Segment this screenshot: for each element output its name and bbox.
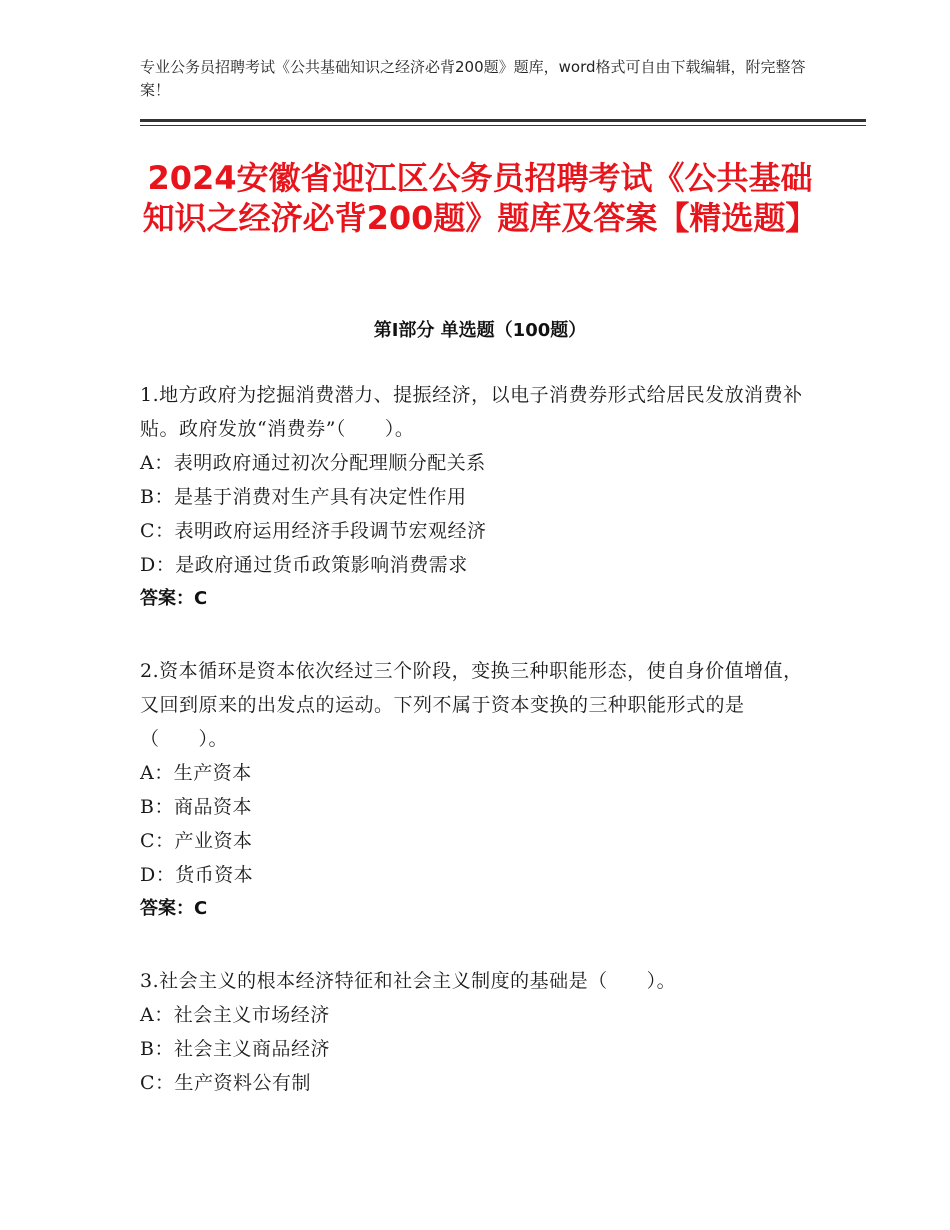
option-b: B：是基于消费对生产具有决定性作用 xyxy=(140,486,467,508)
option-c: C：生产资料公有制 xyxy=(140,1072,312,1094)
option-a: A：生产资本 xyxy=(140,762,252,784)
question-stem: 3.社会主义的根本经济特征和社会主义制度的基础是（ ）。 xyxy=(140,970,677,992)
option-d: D：是政府通过货币政策影响消费需求 xyxy=(140,554,468,576)
question-3 xyxy=(140,964,820,1100)
question-stem: 2.资本循环是资本依次经过三个阶段，变换三种职能形态，使自身价值增值，又回到原来的出发点的运动。下列不属于资本变换的三种职能形式的是（ ）。 xyxy=(140,660,803,750)
question-stem: 1.地方政府为挖掘消费潜力、提振经济，以电子消费券形式给居民发放消费补贴。政府发放“消费券”（ ）。 xyxy=(140,384,803,440)
section-title: 第I部分 单选题（100题） xyxy=(373,320,587,341)
question-list xyxy=(140,378,820,1138)
option-c: C：表明政府运用经济手段调节宏观经济 xyxy=(140,520,487,542)
header-rule-thick xyxy=(140,119,866,122)
option-b: B：商品资本 xyxy=(140,796,252,818)
answer: 答案：C xyxy=(140,588,208,609)
document-title: 2024安徽省迎江区公务员招聘考试《公共基础知识之经济必背200题》题库及答案【精选题】 xyxy=(142,159,818,237)
header-note: 专业公务员招聘考试《公共基础知识之经济必背200题》题库，word格式可自由下载编辑，附完整答案！ xyxy=(140,58,806,99)
answer: 答案：C xyxy=(140,898,208,919)
option-d: D：货币资本 xyxy=(140,864,254,886)
question-1 xyxy=(140,378,820,616)
option-a: A：表明政府通过初次分配理顺分配关系 xyxy=(140,452,486,474)
option-a: A：社会主义市场经济 xyxy=(140,1004,330,1026)
question-2 xyxy=(140,654,820,926)
header-rule-thin xyxy=(140,125,866,126)
option-b: B：社会主义商品经济 xyxy=(140,1038,330,1060)
option-c: C：产业资本 xyxy=(140,830,253,852)
